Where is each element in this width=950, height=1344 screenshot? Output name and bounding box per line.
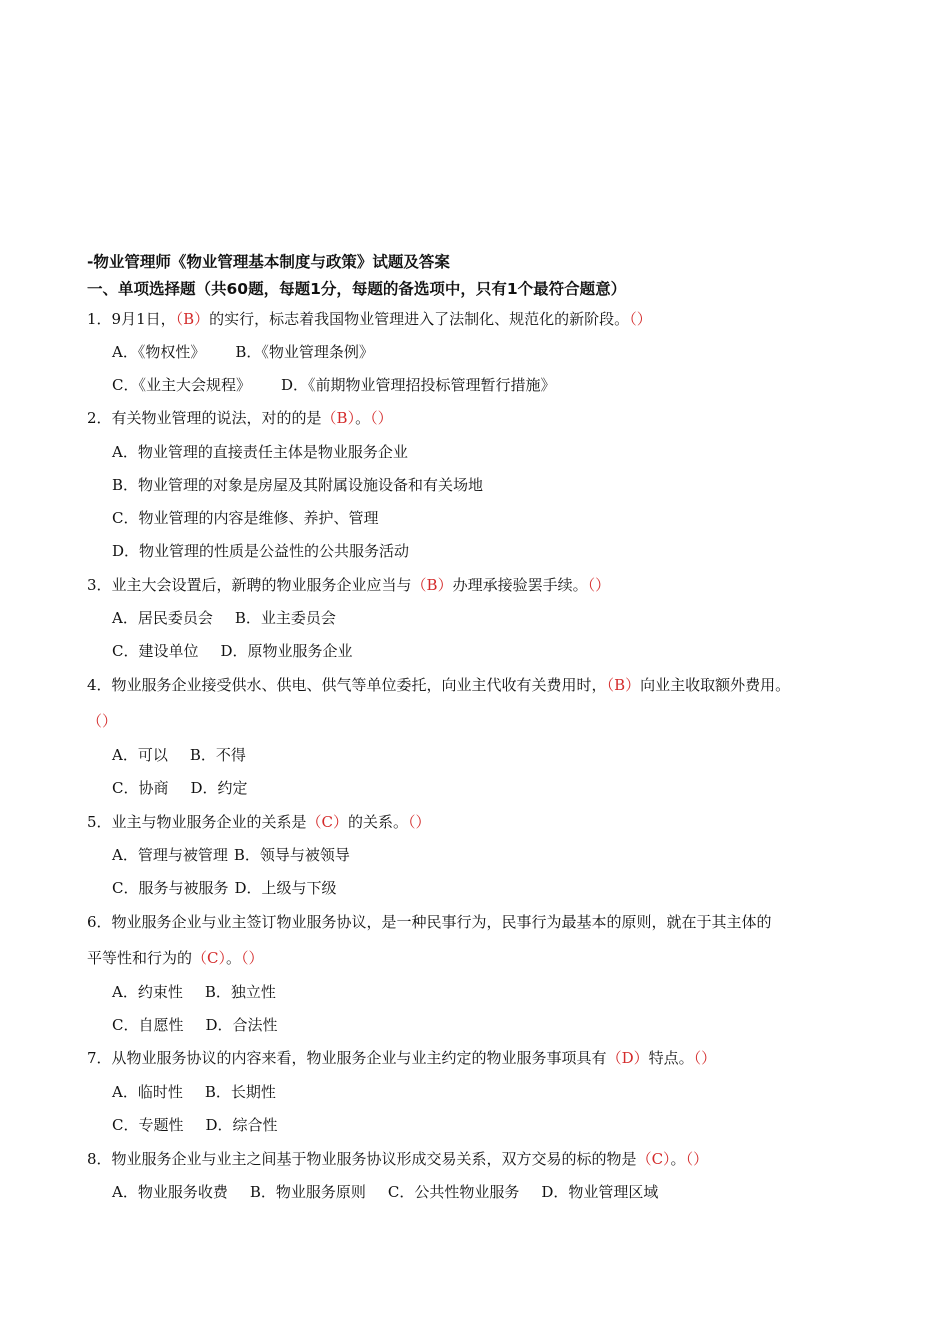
option-d: D．物业管理的性质是公益性的公共服务活动 [112, 542, 410, 560]
question-3: 3．业主大会设置后，新聘的物业服务企业应当与（B）办理承接验罢手续。（） [87, 576, 611, 594]
option-d: D．原物业服务企业 [220, 642, 353, 660]
option-d: D．《前期物业管理招投标管理暂行措施》 [280, 376, 556, 394]
answer-blank-8: （） [685, 1150, 709, 1168]
question-4-options-row-1 [112, 745, 246, 765]
option-d: D．综合性 [205, 1116, 278, 1134]
option-b: B．《物业管理条例》 [235, 343, 374, 361]
option-b: B．物业管理的对象是房屋及其附属设施设备和有关场地 [112, 476, 484, 494]
option-c: C．专题性 [112, 1116, 184, 1134]
option-c: C．《业主大会规程》 [112, 376, 251, 394]
option-c: C．服务与被服务 [112, 879, 229, 897]
option-c: C．建设单位 [112, 642, 199, 660]
option-b: B．长期性 [204, 1083, 276, 1101]
answer-2: （B） [321, 409, 356, 427]
answer-3: （B） [411, 576, 453, 594]
option-c: C．公共性物业服务 [387, 1183, 520, 1201]
question-5: 5．业主与物业服务企业的关系是（C）的关系。（） [87, 813, 431, 831]
option-a: A．管理与被管理 [112, 846, 228, 864]
answer-6: （C） [192, 949, 226, 967]
option-a: A．约束性 [112, 983, 183, 1001]
option-b: B．不得 [189, 746, 246, 764]
answer-blank-7: （） [693, 1049, 717, 1067]
option-d: D．物业管理区域 [541, 1183, 659, 1201]
option-a: A．物业管理的直接责任主体是物业服务企业 [112, 443, 408, 461]
option-a: A．《物权性》 [112, 343, 206, 361]
question-8-options-row [112, 1182, 658, 1202]
option-a: A．临时性 [112, 1083, 183, 1101]
option-a: A．物业服务收费 [112, 1183, 228, 1201]
answer-7: （D） [606, 1049, 649, 1067]
question-5-options-row-1 [112, 845, 350, 865]
answer-blank-6: （） [241, 949, 264, 967]
document-title: -物业管理师《物业管理基本制度与政策》试题及答案 [87, 253, 450, 271]
option-b: B．物业服务原则 [249, 1183, 366, 1201]
option-d: D．合法性 [205, 1016, 278, 1034]
section-heading: 一、单项选择题（共60题，每题1分，每题的备选项中，只有1个最符合题意） [87, 280, 627, 298]
question-6-options-row-1 [112, 982, 276, 1002]
question-1: 1．9月1日，（B）的实行，标志着我国物业管理进入了法制化、规范化的新阶段。（） [87, 310, 652, 328]
option-b: B．业主委员会 [234, 609, 336, 627]
option-b: B．独立性 [204, 983, 276, 1001]
answer-blank-3: （） [587, 576, 611, 594]
answer-4: （B） [606, 676, 641, 694]
question-3-options-row-1 [112, 608, 336, 628]
question-1-options-row-1 [112, 342, 374, 362]
option-c: C．协商 [112, 779, 169, 797]
question-4-continuation [87, 711, 117, 731]
question-7: 7．从物业服务协议的内容来看，物业服务企业与业主约定的物业服务事项具有（D）特点。（） [87, 1049, 717, 1067]
question-6: 6．物业服务企业与业主签订物业服务协议，是一种民事行为，民事行为最基本的原则，就在于其主体的 [87, 913, 772, 931]
answer-blank-2: （） [370, 409, 393, 427]
question-6-options-row-2 [112, 1015, 278, 1035]
question-4-options-row-2 [112, 778, 248, 798]
option-a: A．居民委员会 [112, 609, 213, 627]
option-a: A．可以 [112, 746, 168, 764]
question-8: 8．物业服务企业与业主之间基于物业服务协议形成交易关系，双方交易的标的物是（C）。（） [87, 1150, 709, 1168]
option-c: C．自愿性 [112, 1016, 184, 1034]
question-4: 4．物业服务企业接受供水、供电、供气等单位委托，向业主代收有关费用时，（B）向业主收取额外费用。 [87, 676, 791, 694]
question-7-options-row-1 [112, 1082, 276, 1102]
question-1-options-row-2 [112, 375, 556, 395]
answer-5: （C） [306, 813, 349, 831]
question-6-continuation: 平等性和行为的（C）。（） [87, 949, 264, 967]
question-5-options-row-2 [112, 878, 337, 898]
option-d: D．约定 [190, 779, 248, 797]
answer-blank-4: （） [87, 712, 118, 730]
option-c: C．物业管理的内容是维修、养护、管理 [112, 509, 379, 527]
answer-8: （C） [636, 1150, 671, 1168]
question-3-options-row-2 [112, 641, 353, 661]
option-d: D．上级与下级 [234, 879, 337, 897]
answer-blank-1: （） [629, 310, 652, 328]
question-7-options-row-2 [112, 1115, 278, 1135]
answer-1: （B） [175, 310, 210, 328]
answer-blank-5: （） [408, 813, 431, 831]
option-b: B．领导与被领导 [233, 846, 350, 864]
question-2: 2．有关物业管理的说法，对的的是（B）。（） [87, 409, 393, 427]
